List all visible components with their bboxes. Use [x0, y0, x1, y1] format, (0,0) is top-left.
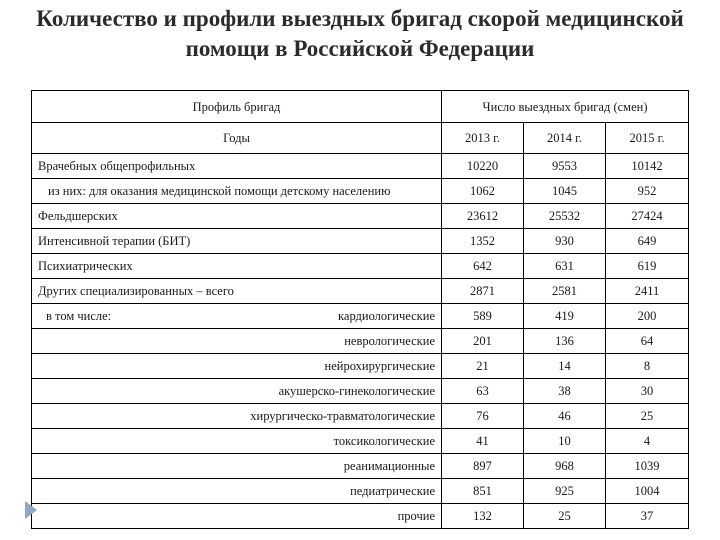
subrow-label-wrap — [32, 329, 441, 353]
subrow-label-cell — [32, 504, 442, 529]
subrow-value: 21 — [442, 354, 524, 379]
subrow-value: 419 — [524, 304, 606, 329]
row-value: 10142 — [606, 154, 689, 179]
sub-prefix: в том числе: — [46, 309, 112, 323]
table-subrow — [32, 479, 689, 504]
row-value: 649 — [606, 229, 689, 254]
subrow-value: 8 — [606, 354, 689, 379]
subrow-label-wrap — [32, 354, 441, 378]
subrow-value: 14 — [524, 354, 606, 379]
subrow-value: 925 — [524, 479, 606, 504]
row-value: 642 — [442, 254, 524, 279]
title-line-2: помощи в Российской Федерации — [185, 36, 535, 61]
subrow-value: 10 — [524, 429, 606, 454]
table-subrow — [32, 404, 689, 429]
row-value: 2581 — [524, 279, 606, 304]
row-value: 2411 — [606, 279, 689, 304]
subrow-value: 25 — [524, 504, 606, 529]
subrow-value: 201 — [442, 329, 524, 354]
slide-nav-arrow-icon[interactable] — [25, 501, 37, 519]
header-count: Число выездных бригад (смен) — [442, 91, 689, 123]
subrow-value: 76 — [442, 404, 524, 429]
subrow-value: 851 — [442, 479, 524, 504]
year-2013: 2013 г. — [442, 123, 524, 154]
subrow-label: токсикологические — [333, 434, 435, 448]
subrow-value: 1039 — [606, 454, 689, 479]
brigades-table — [31, 90, 689, 529]
subrow-value: 41 — [442, 429, 524, 454]
subrow-label: нейрохирургические — [324, 359, 435, 373]
row-value: 930 — [524, 229, 606, 254]
subrow-value: 38 — [524, 379, 606, 404]
subrow-label-cell — [32, 454, 442, 479]
row-value: 631 — [524, 254, 606, 279]
table-subrow — [32, 429, 689, 454]
subrow-label-wrap — [32, 504, 441, 528]
subrow-label-cell — [32, 304, 442, 329]
row-label: Других специализированных – всего — [32, 279, 442, 304]
header-years: Годы — [32, 123, 442, 154]
header-profile: Профиль бригад — [32, 91, 442, 123]
subrow-label: хирургическо-травматологические — [250, 409, 435, 423]
table-row — [32, 254, 689, 279]
row-label: Интенсивной терапии (БИТ) — [32, 229, 442, 254]
row-value: 25532 — [524, 204, 606, 229]
table-row — [32, 229, 689, 254]
page-title — [0, 4, 720, 64]
year-2015: 2015 г. — [606, 123, 689, 154]
subrow-label-cell — [32, 379, 442, 404]
subrow-value: 132 — [442, 504, 524, 529]
row-value: 10220 — [442, 154, 524, 179]
subrow-value: 968 — [524, 454, 606, 479]
row-value: 1352 — [442, 229, 524, 254]
subrow-label: акушерско-гинекологические — [278, 384, 435, 398]
subrow-label-wrap — [32, 479, 441, 503]
row-value: 619 — [606, 254, 689, 279]
subrow-value: 200 — [606, 304, 689, 329]
table-row — [32, 179, 689, 204]
subrow-label-cell — [32, 479, 442, 504]
table-years-row — [32, 123, 689, 154]
row-value: 1045 — [524, 179, 606, 204]
row-value: 27424 — [606, 204, 689, 229]
subrow-value: 136 — [524, 329, 606, 354]
table-subrow — [32, 454, 689, 479]
year-2014: 2014 г. — [524, 123, 606, 154]
subrow-value: 64 — [606, 329, 689, 354]
subrow-label-wrap — [32, 404, 441, 428]
table-subrow — [32, 304, 689, 329]
table-subrow — [32, 354, 689, 379]
subrow-label-wrap — [32, 379, 441, 403]
subrow-label: реанимационные — [343, 459, 435, 473]
subrow-value: 4 — [606, 429, 689, 454]
row-label: Психиатрических — [32, 254, 442, 279]
table-row — [32, 154, 689, 179]
table-header-row — [32, 91, 689, 123]
row-value: 2871 — [442, 279, 524, 304]
row-value: 1062 — [442, 179, 524, 204]
row-value: 9553 — [524, 154, 606, 179]
subrow-label-cell — [32, 404, 442, 429]
subrow-value: 589 — [442, 304, 524, 329]
subrow-label: кардиологические — [338, 309, 435, 323]
title-line-1: Количество и профили выездных бригад скорой медицинской — [36, 6, 684, 31]
subrow-label: педиатрические — [350, 484, 435, 498]
subrow-value: 37 — [606, 504, 689, 529]
table-subrow — [32, 379, 689, 404]
row-value: 952 — [606, 179, 689, 204]
subrow-label-wrap — [32, 304, 441, 328]
subrow-value: 30 — [606, 379, 689, 404]
subrow-value: 897 — [442, 454, 524, 479]
row-label: из них: для оказания медицинской помощи детскому населению — [32, 179, 442, 204]
table-row — [32, 204, 689, 229]
subrow-label: неврологические — [344, 334, 435, 348]
subrow-label-cell — [32, 429, 442, 454]
subrow-label-wrap — [32, 454, 441, 478]
table-row — [32, 279, 689, 304]
subrow-label-wrap — [32, 429, 441, 453]
row-value: 23612 — [442, 204, 524, 229]
table-subrow — [32, 504, 689, 529]
subrow-value: 46 — [524, 404, 606, 429]
subrow-label-cell — [32, 329, 442, 354]
subrow-label-cell — [32, 354, 442, 379]
row-label: Врачебных общепрофильных — [32, 154, 442, 179]
subrow-value: 25 — [606, 404, 689, 429]
row-label: Фельдшерских — [32, 204, 442, 229]
subrow-value: 1004 — [606, 479, 689, 504]
subrow-label: прочие — [397, 509, 435, 523]
subrow-value: 63 — [442, 379, 524, 404]
table-subrow — [32, 329, 689, 354]
